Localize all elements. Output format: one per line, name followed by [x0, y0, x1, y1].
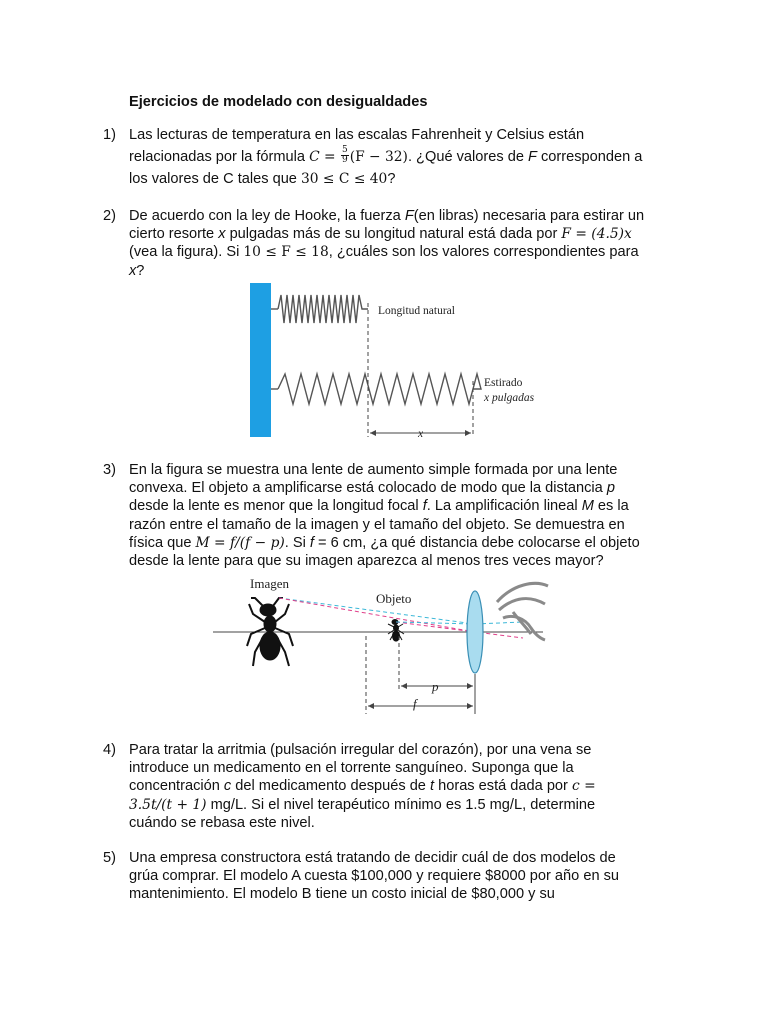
problem-line	[129, 243, 673, 261]
text-run: En la figura se muestra una lente de aumento simple formada por una lente	[129, 462, 618, 478]
fraction-denominator: 9	[341, 154, 348, 165]
label-stretched: Estirado	[484, 377, 523, 389]
text-run: mg/L. Si el nivel terapéutico mínimo es 1.5 mg/L, determine	[206, 796, 596, 813]
problem-line	[129, 885, 673, 903]
fraction	[341, 146, 349, 165]
math-run: C =	[309, 149, 340, 166]
text-run: física que	[129, 534, 196, 551]
problem-line	[129, 849, 673, 867]
problem-line	[129, 759, 673, 777]
math-run: c =	[571, 778, 596, 795]
problem-line	[129, 777, 673, 795]
problem-line	[129, 867, 673, 885]
problem-line	[129, 170, 673, 188]
italic-run: x	[129, 262, 137, 279]
math-run: 3.5t/(t + 1)	[129, 796, 207, 813]
label-natural-length: Longitud natural	[378, 305, 455, 317]
math-run: 10 ≤ F ≤ 18	[243, 244, 329, 261]
problem-4	[103, 741, 673, 832]
text-run: . Si	[284, 534, 310, 551]
problem-line	[129, 144, 673, 166]
text-run: Una empresa constructora está tratando de decidir cuál de dos modelos de	[129, 850, 616, 866]
text-run: horas está dada por	[434, 778, 572, 795]
text-run: ?	[136, 262, 145, 279]
text-run: introduce un medicamento en el torrente sanguíneo. Suponga que la	[129, 760, 574, 777]
text-run: pulgadas más de su longitud natural está dada por	[225, 226, 562, 243]
text-run: convexa. El objeto a amplificarse está colocado de modo que la distancia	[129, 480, 607, 497]
text-run: corresponden a	[536, 149, 643, 166]
text-run: Para tratar la arritmia (pulsación irregular del corazón), por una vena se	[129, 742, 592, 758]
problem-1	[103, 126, 673, 189]
problem-number: 2)	[103, 208, 116, 224]
problem-3	[103, 461, 673, 570]
text-run: ?	[387, 171, 396, 188]
problem-number: 3)	[103, 462, 116, 478]
lens-icon	[467, 591, 483, 673]
text-run: concentración	[129, 778, 224, 795]
text-run: desde la lente es menor que la longitud focal	[129, 498, 423, 515]
natural-spring	[271, 295, 368, 323]
text-run: cuándo se rebasa este nivel.	[129, 814, 315, 831]
italic-run: t	[429, 778, 435, 795]
italic-run: F	[404, 208, 414, 224]
text-run: razón entre el tamaño de la imagen y el tamaño del objeto. Se demuestra en	[129, 516, 625, 533]
text-run: . La amplificación lineal	[426, 498, 582, 515]
problem-line	[129, 497, 673, 515]
lens-figure	[213, 574, 553, 719]
text-run: = 6 cm, ¿a qué distancia debe colocarse el objeto	[313, 534, 640, 551]
document-title: Ejercicios de modelado con desigualdades	[129, 94, 428, 110]
italic-run: f	[309, 534, 314, 551]
text-run: es la	[593, 498, 629, 515]
label-x-dimension: x	[418, 428, 424, 440]
label-image: Imagen	[250, 576, 289, 591]
math-run: 30 ≤ C ≤ 40	[300, 171, 388, 188]
problem-5	[103, 849, 673, 904]
spring-figure	[248, 281, 548, 441]
problem-2	[103, 207, 673, 280]
italic-run: M	[581, 498, 594, 515]
problem-line	[129, 796, 673, 814]
label-stretched-inches: x pulgadas	[484, 392, 535, 404]
math-run: (F − 32)	[349, 149, 408, 166]
ant-object-icon	[388, 620, 404, 642]
problem-line	[129, 741, 673, 759]
problem-line	[129, 262, 673, 280]
problem-number: 1)	[103, 127, 116, 143]
problem-number: 5)	[103, 850, 116, 866]
text-run: (vea la figura). Si	[129, 244, 244, 261]
italic-run: x	[218, 226, 226, 243]
problem-line	[129, 516, 673, 534]
text-run: relacionadas por la fórmula	[129, 149, 310, 166]
text-run: (en libras) necesaria para estirar un	[413, 208, 645, 224]
text-run: Las lecturas de temperatura en las escalas Fahrenheit y Celsius están	[129, 127, 585, 143]
text-run: De acuerdo con la ley de Hooke, la fuerza	[129, 208, 405, 224]
text-run: del medicamento después de	[231, 778, 430, 795]
label-object: Objeto	[376, 591, 412, 606]
italic-run: p	[606, 480, 615, 497]
text-run: mantenimiento. El modelo B tiene un costo inicial de $80,000 y su	[129, 886, 555, 903]
fraction-numerator: 5	[341, 144, 348, 155]
text-run: , ¿cuáles son los valores correspondientes para	[328, 244, 639, 261]
italic-run: c	[223, 778, 232, 795]
problem-line	[129, 552, 673, 570]
problem-line	[129, 461, 673, 479]
text-run: grúa comprar. El modelo A cuesta $100,000 y requiere $8000 por año en su	[129, 868, 620, 885]
italic-run: F	[528, 149, 537, 166]
problem-line	[129, 207, 673, 225]
problem-line	[129, 479, 673, 497]
math-run: M = f/(f − p)	[195, 534, 285, 551]
ant-image-icon	[247, 598, 293, 666]
problem-line	[129, 126, 673, 144]
label-p: p	[432, 679, 439, 694]
italic-run: f	[422, 498, 427, 515]
problem-number: 4)	[103, 742, 116, 758]
text-run: cierto resorte	[129, 226, 219, 243]
problem-line	[129, 225, 673, 243]
stretched-spring	[271, 374, 481, 404]
math-run: F = (4.5)x	[561, 226, 632, 243]
problem-line	[129, 814, 673, 832]
text-run: . ¿Qué valores de	[407, 149, 529, 166]
label-f: f	[413, 696, 417, 711]
problem-line	[129, 534, 673, 552]
text-run: desde la lente para que su imagen aparezca al menos tres veces mayor?	[129, 553, 604, 570]
wall	[250, 283, 271, 437]
text-run: los valores de C tales que	[129, 171, 301, 188]
